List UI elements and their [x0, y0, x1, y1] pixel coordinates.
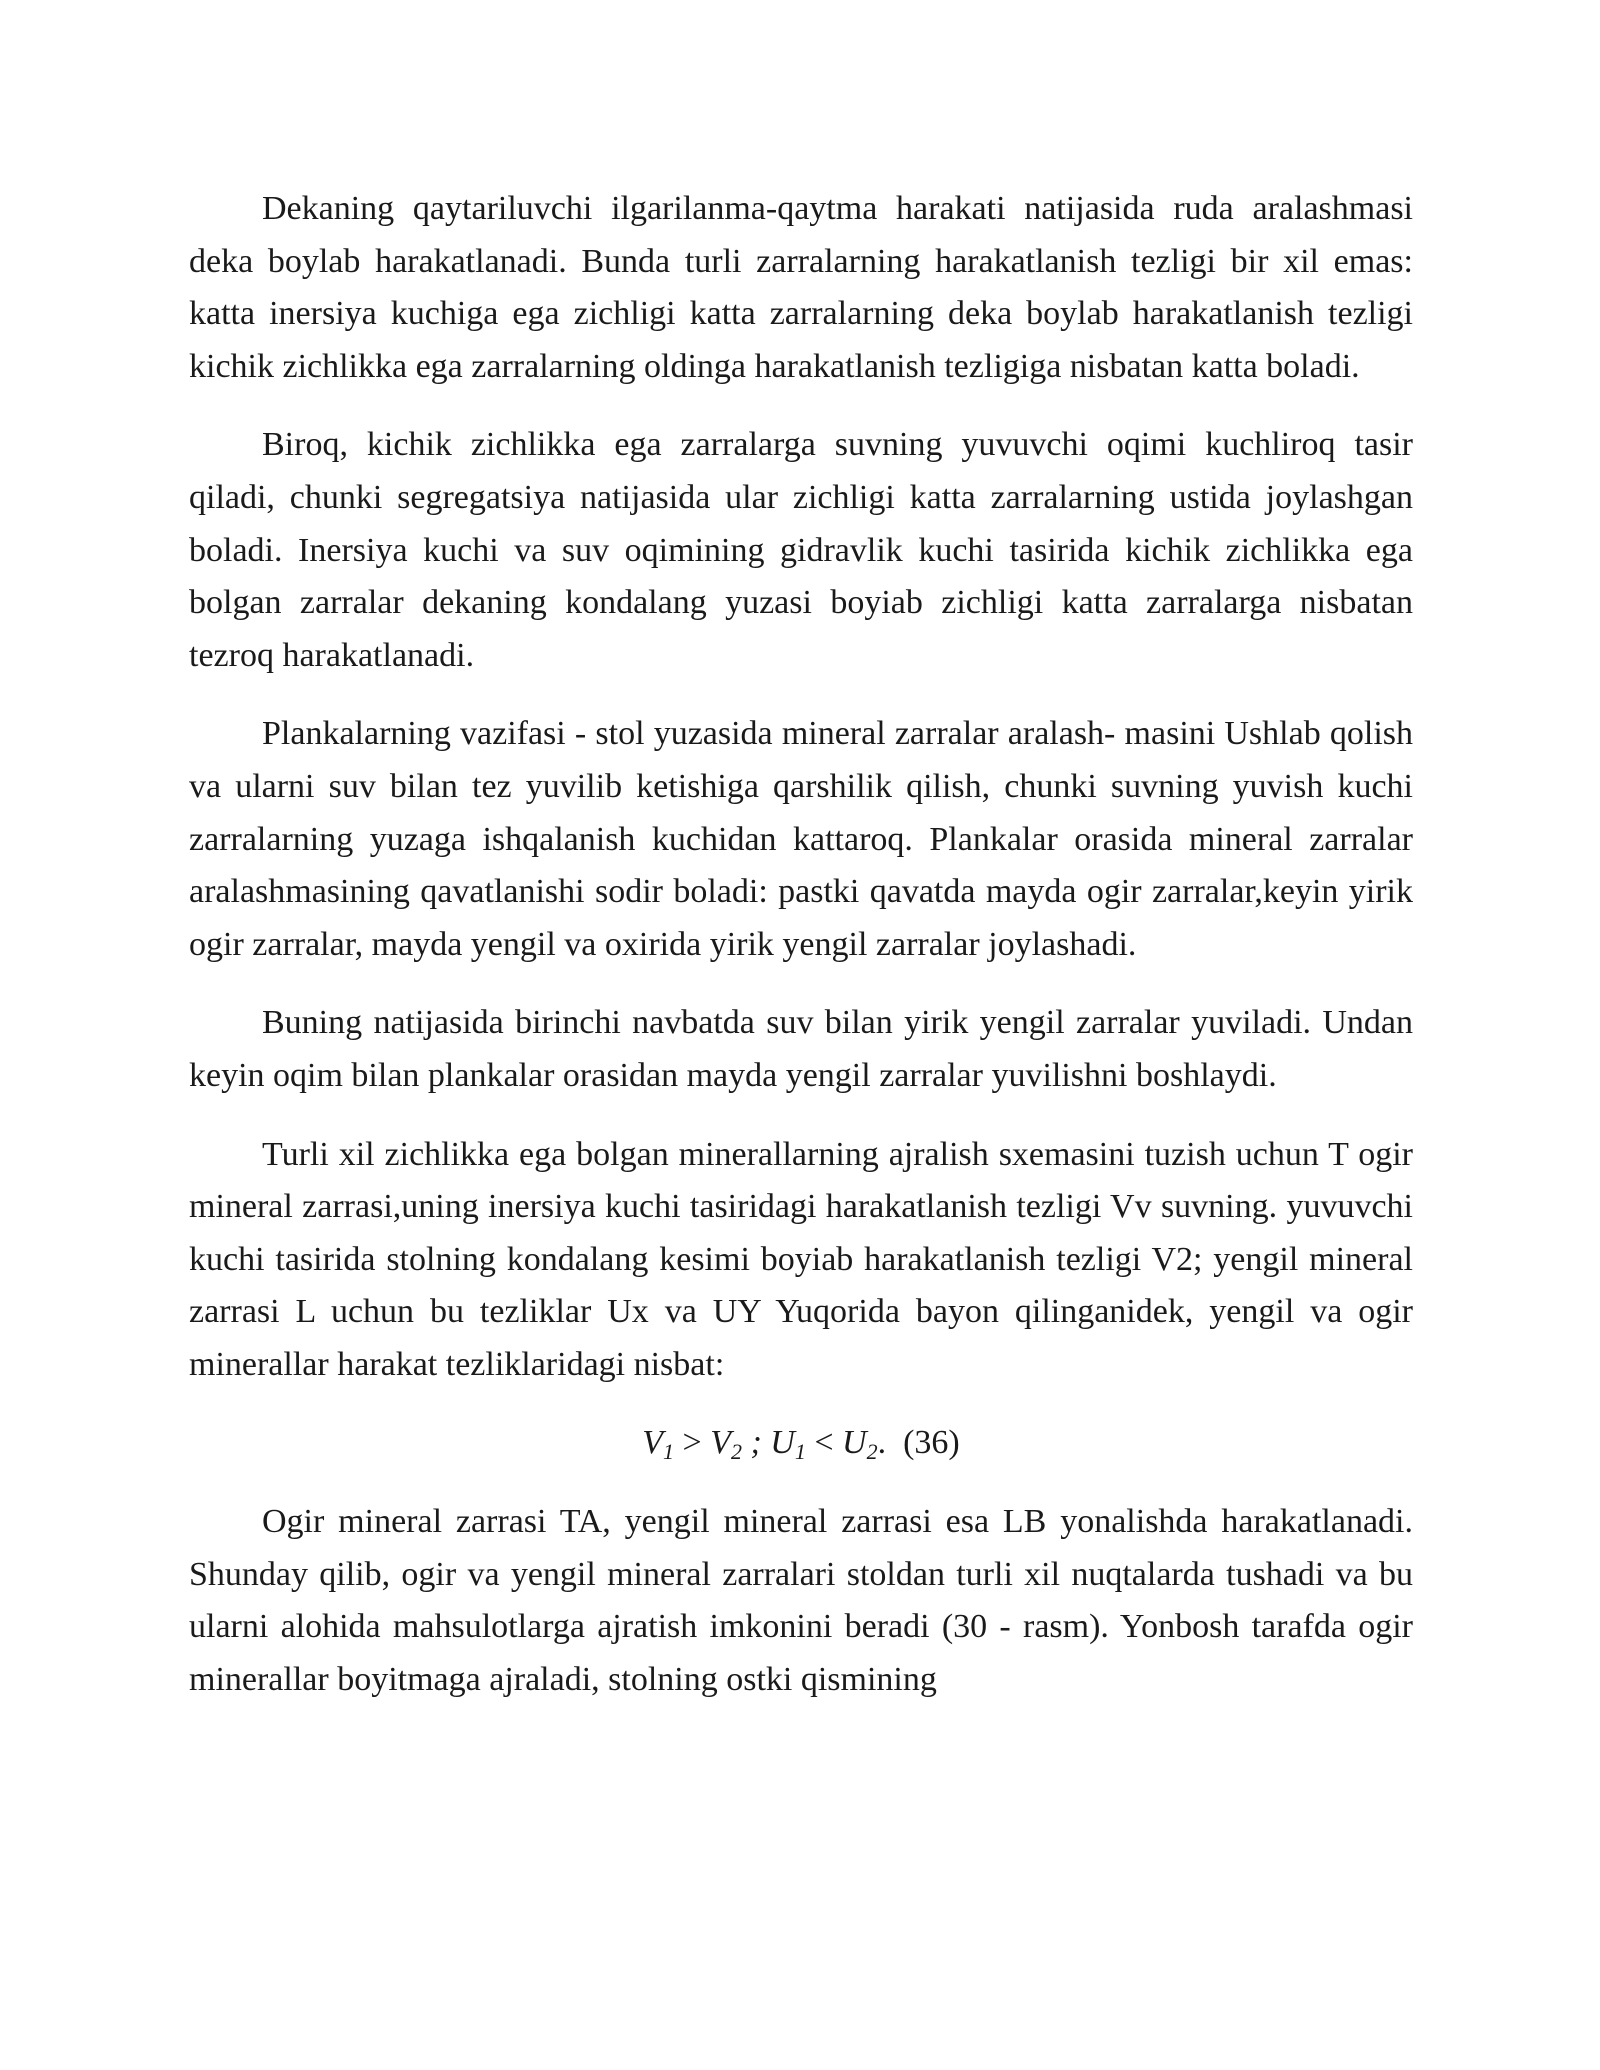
formula-v1 — [642, 1424, 674, 1465]
paragraph-4: Buning natijasida birinchi navbatda suv bilan yirik yengil zarralar yuviladi. Undan keyin oqim bilan plankalar orasidan mayda yengil zarralar yuvilishni boshlaydi. — [189, 1004, 1413, 1094]
formula-number: (36) — [903, 1424, 960, 1462]
formula-lt: < — [805, 1424, 843, 1462]
formula-v2-subscript: 2 — [730, 1439, 742, 1465]
formula-v1-subscript: 1 — [663, 1439, 674, 1465]
formula-u2 — [842, 1424, 878, 1465]
paragraph-6: Ogir mineral zarrasi TA, yengil mineral zarrasi esa LB yonalishda harakatlanadi. Shunday qilib, ogir va yengil mineral zarralari stoldan turli xil nuqtalarda tushadi va bu ularni alohida mahsulotlarga ajratish imkonini beradi (30 - rasm). Yonbosh tarafda ogir minerallar boyitmaga ajraladi, stolning ostki qismining — [189, 1503, 1413, 1698]
formula-v1-symbol: V — [642, 1424, 663, 1462]
formula-u1-subscript: 1 — [794, 1439, 806, 1465]
paragraph-5: Turli xil zichlikka ega bolgan minerallarning ajralish sxemasini tuzish uchun T ogir mineral zarrasi,uning inersiya kuchi tasiridagi harakatlanish tezligi Vv suvning. yuvuvchi kuchi tasirida stolning kondalang kesimi boyiab harakatlanish tezligi V2; yengil mineral zarrasi L uchun bu tezliklar Ux va UY Yuqorida bayon qilinganidek, yengil va ogir minerallar harakat tezliklaridagi nisbat: — [189, 1135, 1413, 1383]
formula-u1-symbol: U — [770, 1424, 795, 1462]
formula-u1 — [770, 1424, 806, 1465]
paragraph-1: Dekaning qaytariluvchi ilgarilanma-qaytma harakati natijasida ruda aralashmasi deka boylab harakatlanadi. Bunda turli zarralarning harakatlanish tezligi bir xil emas: katta inersiya kuchiga ega zichligi katta zarralarning deka boylab harakatlanish tezligi kichik zichlikka ega zarralarning oldinga harakatlanish tezligiga nisbatan katta boladi. — [189, 190, 1413, 385]
document-page — [189, 183, 1413, 1732]
formula-separator: ; — [741, 1424, 771, 1462]
formula-u2-subscript: 2 — [866, 1439, 878, 1465]
formula-u2-symbol: U — [842, 1424, 867, 1462]
formula-gt: > — [674, 1424, 711, 1462]
formula-period: . — [877, 1424, 887, 1462]
formula-v2 — [710, 1424, 742, 1465]
velocity-formula — [189, 1417, 1413, 1470]
paragraph-2: Biroq, kichik zichlikka ega zarralarga suvning yuvuvchi oqimi kuchliroq tasir qiladi, chunki segregatsiya natijasida ular zichligi katta zarralarning ustida joylashgan boladi. Inersiya kuchi va suv oqimining gidravlik kuchi tasirida kichik zichlikka ega bolgan zarralar dekaning kondalang yuzasi boyiab zichligi katta zarralarga nisbatan tezroq harakatlanadi. — [189, 426, 1413, 674]
formula-v2-symbol: V — [710, 1424, 731, 1462]
paragraph-3: Plankalarning vazifasi - stol yuzasida mineral zarralar aralash- masini Ushlab qolish va ularni suv bilan tez yuvilib ketishiga qarshilik qilish, chunki suvning yuvish kuchi zarralarning yuzaga ishqalanish kuchidan kattaroq. Plankalar orasida mineral zarralar aralashmasining qavatlanishi sodir boladi: pastki qavatda mayda ogir zarralar,keyin yirik ogir zarralar, mayda yengil va oxirida yirik yengil zarralar joylashadi. — [189, 715, 1413, 963]
